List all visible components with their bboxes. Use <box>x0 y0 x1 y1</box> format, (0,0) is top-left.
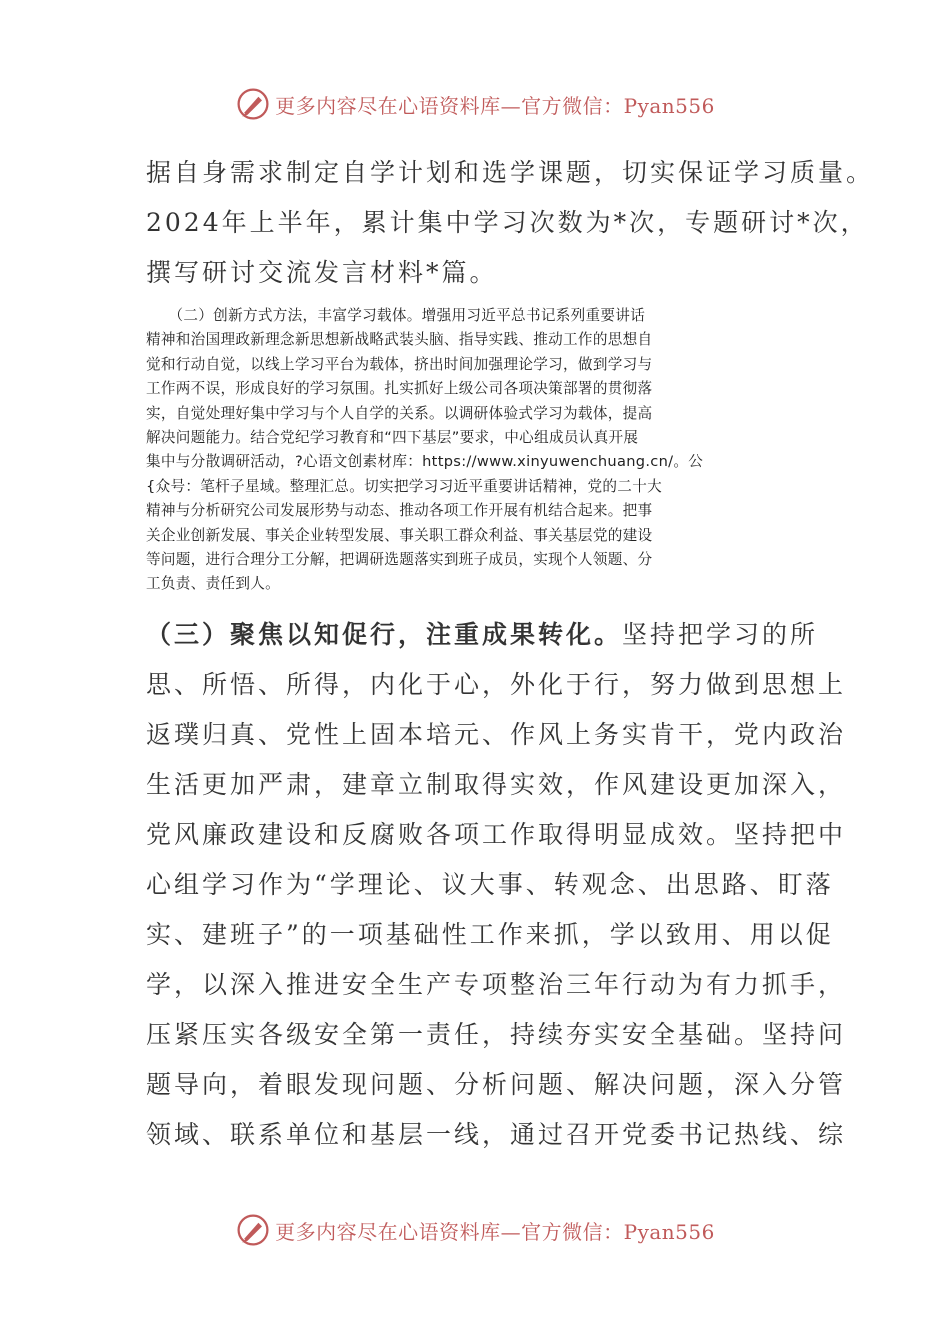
text-line: {众号：笔杆子星域。整理汇总。切实把学习习近平重要讲话精神，党的二十大 <box>146 477 662 495</box>
text-line: 领域、联系单位和基层一线，通过召开党委书记热线、综 <box>146 1120 847 1149</box>
text-line: 据自身需求制定自学计划和选学课题，切实保证学习质量。 <box>146 158 875 187</box>
text-line: （二）创新方式方法，丰富学习载体。增强用习近平总书记系列重要讲话 <box>146 307 646 324</box>
watermark-text: 更多内容尽在心语资料库—官方微信：Pyan556 <box>275 1219 715 1244</box>
text-line: 心组学习作为“学理论、议大事、转观念、出思路、盯落 <box>146 870 834 899</box>
text-line: 实、建班子”的一项基础性工作来抓，学以致用、用以促 <box>146 920 834 949</box>
text-line: 集中与分散调研活动，?心语文创素材库：https://www.xinyuwenchuang.cn/。公 <box>146 453 704 471</box>
text-line: 撰写研讨交流发言材料*篇。 <box>146 258 498 287</box>
text-line: 工负责、责任到人。 <box>146 575 281 593</box>
text-line: 生活更加严肃，建章立制取得实效，作风建设更加深入， <box>146 770 847 799</box>
watermark-banner-bottom <box>0 1210 950 1250</box>
text-line: 返璞归真、党性上固本培元、作风上务实肯干，党内政治 <box>146 720 847 749</box>
paragraph-small <box>146 304 806 597</box>
pen-logo-icon <box>235 1212 271 1248</box>
text-line: 精神与分析研究公司发展形势与动态、推动各项工作开展有机结合起来。把事 <box>146 502 653 520</box>
paragraph-three <box>146 610 847 1160</box>
section-heading: （三）聚焦以知促行，注重成果转化。 <box>146 620 623 649</box>
watermark-banner-top <box>0 84 950 124</box>
heading-continuation: 坚持把学习的所 <box>622 620 819 649</box>
text-line: 党风廉政建设和反腐败各项工作取得明显成效。坚持把中 <box>146 820 847 849</box>
text-line: 学，以深入推进安全生产专项整治三年行动为有力抓手， <box>146 970 847 999</box>
text-line: 实，自觉处理好集中学习与个人自学的关系。以调研体验式学习为载体，提高 <box>146 404 653 422</box>
text-line: 工作两不误，形成良好的学习氛围。扎实抓好上级公司各项决策部署的贯彻落 <box>146 380 653 398</box>
text-line: 思、所悟、所得，内化于心，外化于行，努力做到思想上 <box>146 670 847 699</box>
text-line: 关企业创新发展、事关企业转型发展、事关职工群众利益、事关基层党的建设 <box>146 526 653 544</box>
pen-logo-icon <box>235 86 271 122</box>
text-line: 等问题，进行合理分工分解，把调研选题落实到班子成员，实现个人领题、分 <box>146 551 653 569</box>
text-line: 精神和治国理政新理念新思想新战略武装头脑、指导实践、推动工作的思想自 <box>146 331 653 349</box>
text-line: 压紧压实各级安全第一责任，持续夯实安全基础。坚持问 <box>146 1020 847 1049</box>
watermark-text: 更多内容尽在心语资料库—官方微信：Pyan556 <box>275 93 715 118</box>
text-line: 觉和行动自觉，以线上学习平台为载体，挤出时间加强理论学习，做到学习与 <box>146 355 653 373</box>
text-line: 解决问题能力。结合党纪学习教育和“四下基层”要求，中心组成员认真开展 <box>146 429 639 447</box>
text-line <box>146 610 819 660</box>
text-line: 题导向，着眼发现问题、分析问题、解决问题，深入分管 <box>146 1070 847 1099</box>
text-line: 2024年上半年，累计集中学习次数为*次，专题研讨*次， <box>146 208 869 237</box>
paragraph-top <box>146 148 875 298</box>
